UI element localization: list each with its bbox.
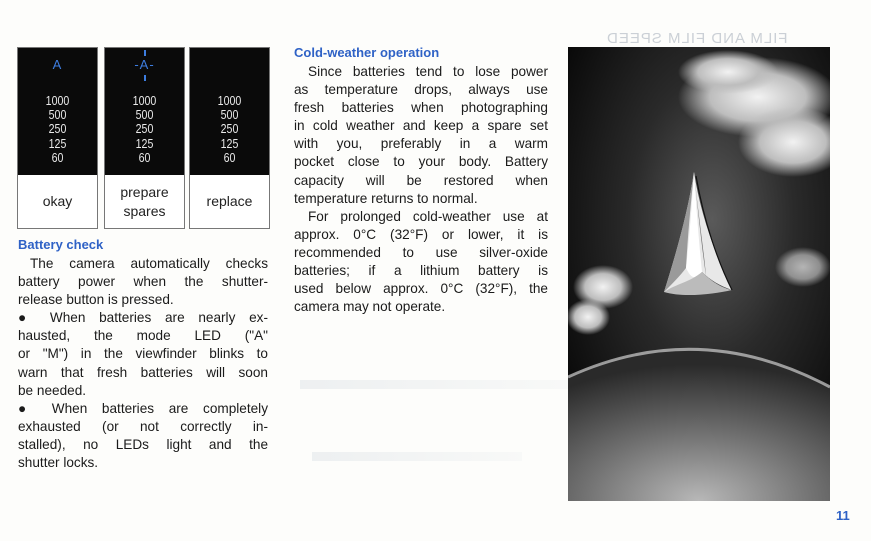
text-line: For prolonged cold-weather use at	[308, 208, 548, 224]
panel-caption	[190, 175, 269, 228]
led-panel-replace	[189, 47, 270, 229]
text-line: hausted, the mode LED ("A"	[18, 328, 268, 344]
panel-caption	[105, 175, 184, 228]
caption-line: prepare	[120, 183, 169, 200]
text-line: batteries; if a lithium battery is	[294, 263, 548, 279]
blink-marker-icon	[144, 50, 146, 56]
caption-line: okay	[42, 193, 73, 209]
cold-weather-text	[294, 63, 548, 316]
text-line: release button is pressed.	[18, 292, 174, 308]
text-line: ● When batteries are completely	[18, 400, 268, 416]
caption-line: spares	[123, 202, 166, 219]
shutter-speed-scale	[190, 94, 269, 165]
caption-line: replace	[206, 193, 253, 209]
mode-led-indicator: -A-	[134, 57, 155, 72]
text-line: ● When batteries are nearly ex-	[18, 310, 268, 326]
led-panel-prepare-spares	[104, 47, 185, 229]
shutter-speed: 250	[220, 122, 239, 137]
shutter-speed: 500	[48, 108, 67, 123]
text-line: in cold weather and keep a spare set	[294, 118, 548, 134]
shutter-speed: 500	[220, 108, 239, 123]
text-line: The camera automatically checks	[30, 256, 268, 271]
text-line: fresh batteries when photographing	[294, 100, 548, 116]
shutter-speed: 60	[51, 150, 64, 165]
show-through-smudge	[312, 452, 522, 461]
photo-sky-balloon	[568, 47, 830, 501]
shutter-speed: 1000	[217, 94, 242, 108]
shutter-speed: 125	[48, 136, 67, 151]
viewfinder-display	[105, 48, 184, 175]
text-line: camera may not operate.	[294, 299, 446, 315]
led-panel-okay	[17, 47, 98, 229]
shutter-speed: 60	[138, 150, 151, 165]
shutter-speed: 500	[135, 108, 154, 123]
shutter-speed: 1000	[45, 94, 70, 108]
mode-led-indicator: A	[52, 57, 63, 72]
text-line: stalled), no LEDs light and the	[18, 436, 268, 452]
shutter-speed-scale	[18, 94, 97, 165]
viewfinder-display	[190, 48, 269, 175]
shutter-speed-scale	[105, 94, 184, 165]
text-line: capacity will be restored when	[294, 172, 548, 188]
cold-weather-heading: Cold-weather operation	[294, 45, 440, 60]
shutter-speed: 250	[135, 122, 154, 137]
photo-illustration	[568, 47, 830, 501]
viewfinder-display	[18, 48, 97, 175]
text-line: or "M") in the viewfinder blinks to	[18, 346, 268, 362]
text-line: recommended to use silver-oxide	[294, 244, 548, 260]
text-line: as temperature drops, always use	[294, 82, 548, 98]
battery-check-text	[18, 255, 268, 472]
text-line: used below approx. 0°C (32°F), the	[294, 281, 548, 297]
blink-marker-icon	[144, 75, 146, 81]
text-line: pocket close to your body. Battery	[294, 154, 548, 170]
text-line: be needed.	[18, 382, 87, 398]
text-line: approx. 0°C (32°F) or lower, it is	[294, 226, 548, 242]
text-line: Since batteries tend to lose power	[308, 64, 548, 79]
battery-check-heading: Battery check	[18, 237, 104, 252]
shutter-speed: 250	[48, 122, 67, 137]
panel-caption	[18, 175, 97, 228]
text-line: battery power when the shutter-	[18, 274, 268, 290]
led-indicator-panels	[17, 47, 272, 229]
shutter-speed: 125	[135, 136, 154, 151]
shutter-speed: 60	[223, 150, 236, 165]
show-through-smudge	[300, 380, 570, 389]
text-line: with you, preferably in a warm	[294, 136, 548, 152]
text-line: warn that fresh batteries will soon	[18, 364, 268, 380]
show-through-heading: FILM AND FILM SPEED	[606, 30, 788, 47]
text-line: shutter locks.	[18, 455, 99, 471]
shutter-speed: 125	[220, 136, 239, 151]
text-line: exhausted (or not correctly in-	[18, 418, 268, 434]
shutter-speed: 1000	[132, 94, 157, 108]
page-number: 11	[836, 508, 850, 523]
text-line: temperature returns to normal.	[294, 190, 478, 206]
